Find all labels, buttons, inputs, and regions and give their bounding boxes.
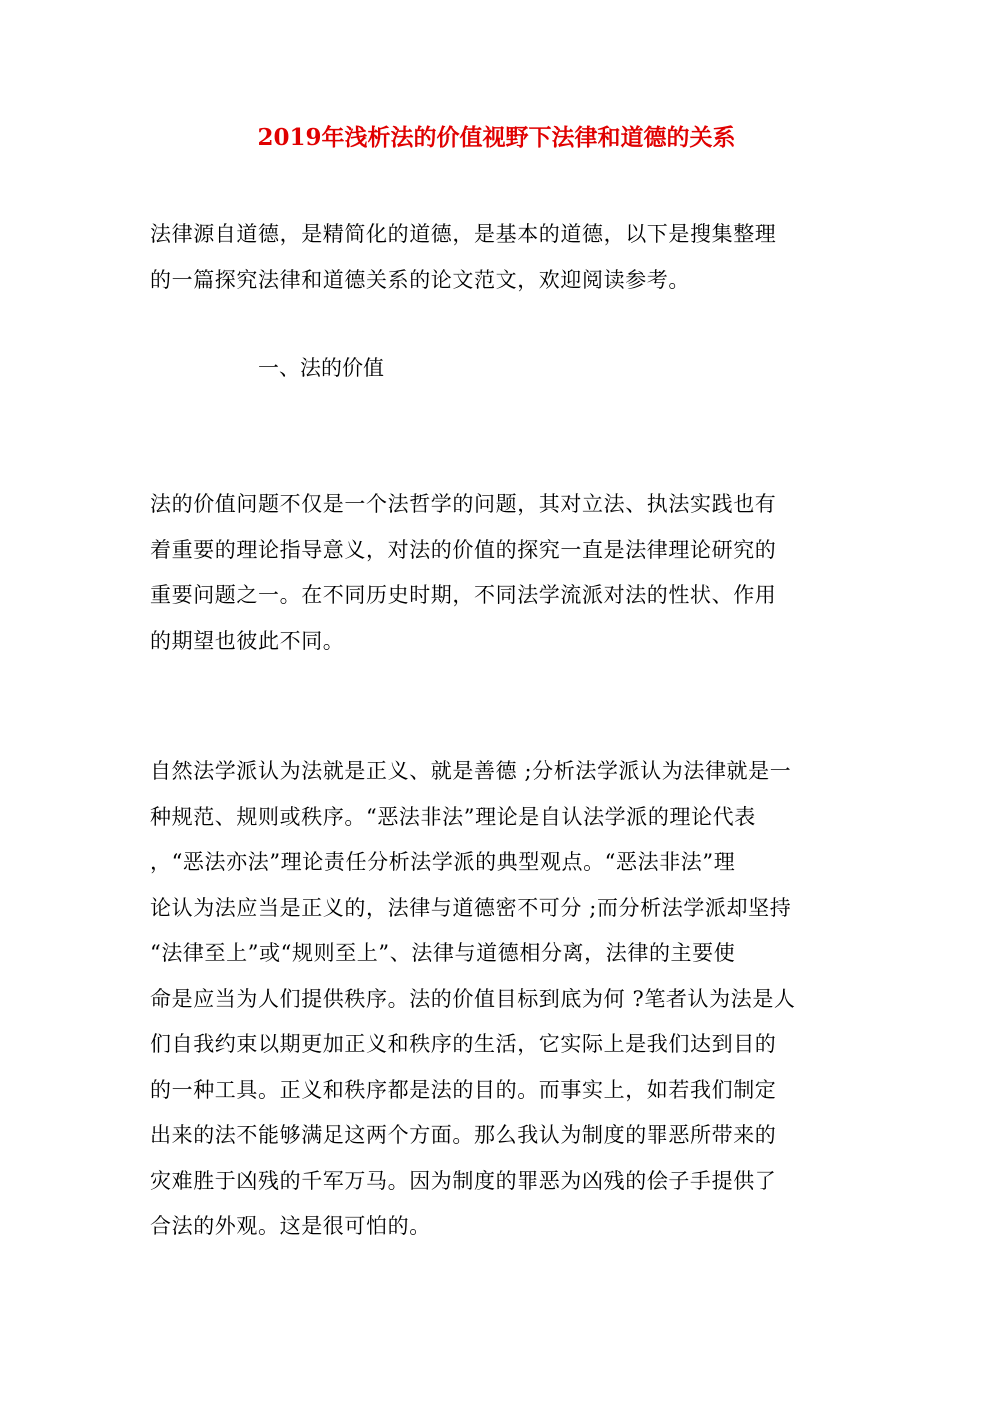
text-line: 重要问题之一。在不同历史时期，不同法学流派对法的性状、作用 xyxy=(150,583,777,607)
text-line: 着重要的理论指导意义，对法的价值的探究一直是法律理论研究的 xyxy=(150,537,777,562)
text-line: 自然法学派认为法就是正义、就是善德 ;分析法学派认为法律就是一 xyxy=(150,759,792,783)
text-line: 命是应当为人们提供秩序。法的价值目标到底为何 ?笔者认为法是人 xyxy=(150,986,796,1011)
text-line: 出来的法不能够满足这两个方面。那么我认为制度的罪恶所带来的 xyxy=(150,1123,777,1147)
text-line: 种规范、规则或秩序。“恶法非法”理论是自认法学派的理论代表 xyxy=(150,804,756,829)
text-line: 合法的外观。这是很可怕的。 xyxy=(150,1214,431,1238)
text-line: ，“恶法亦法”理论责任分析法学派的典型观点。“恶法非法”理 xyxy=(150,850,736,874)
text-line: 论认为法应当是正义的，法律与道德密不可分 ;而分析法学派却坚持 xyxy=(150,895,792,920)
text-line: 们自我约束以期更加正义和秩序的生活，它实际上是我们达到目的 xyxy=(150,1032,777,1056)
intro-paragraph xyxy=(150,212,840,303)
document-title: 2019年浅析法的价值视野下法律和道德的关系 xyxy=(257,124,736,151)
text-line: 法的价值问题不仅是一个法哲学的问题，其对立法、执法实践也有 xyxy=(150,492,777,516)
body-paragraph-2 xyxy=(150,749,840,1250)
body-paragraph-1 xyxy=(150,482,840,664)
text-line: 法律源自道德，是精简化的道德，是基本的道德，以下是搜集整理 xyxy=(150,222,777,246)
text-line: “法律至上”或“规则至上”、法律与道德相分离，法律的主要使 xyxy=(150,941,736,965)
text-line: 的期望也彼此不同。 xyxy=(150,628,345,653)
text-line: 的一篇探究法律和道德关系的论文范文，欢迎阅读参考。 xyxy=(150,267,690,292)
section-heading: 一、法的价值 xyxy=(258,356,384,380)
text-line: 灾难胜于凶残的千军万马。因为制度的罪恶为凶残的侩子手提供了 xyxy=(150,1168,777,1193)
text-line: 的一种工具。正义和秩序都是法的目的。而事实上，如若我们制定 xyxy=(150,1077,777,1102)
